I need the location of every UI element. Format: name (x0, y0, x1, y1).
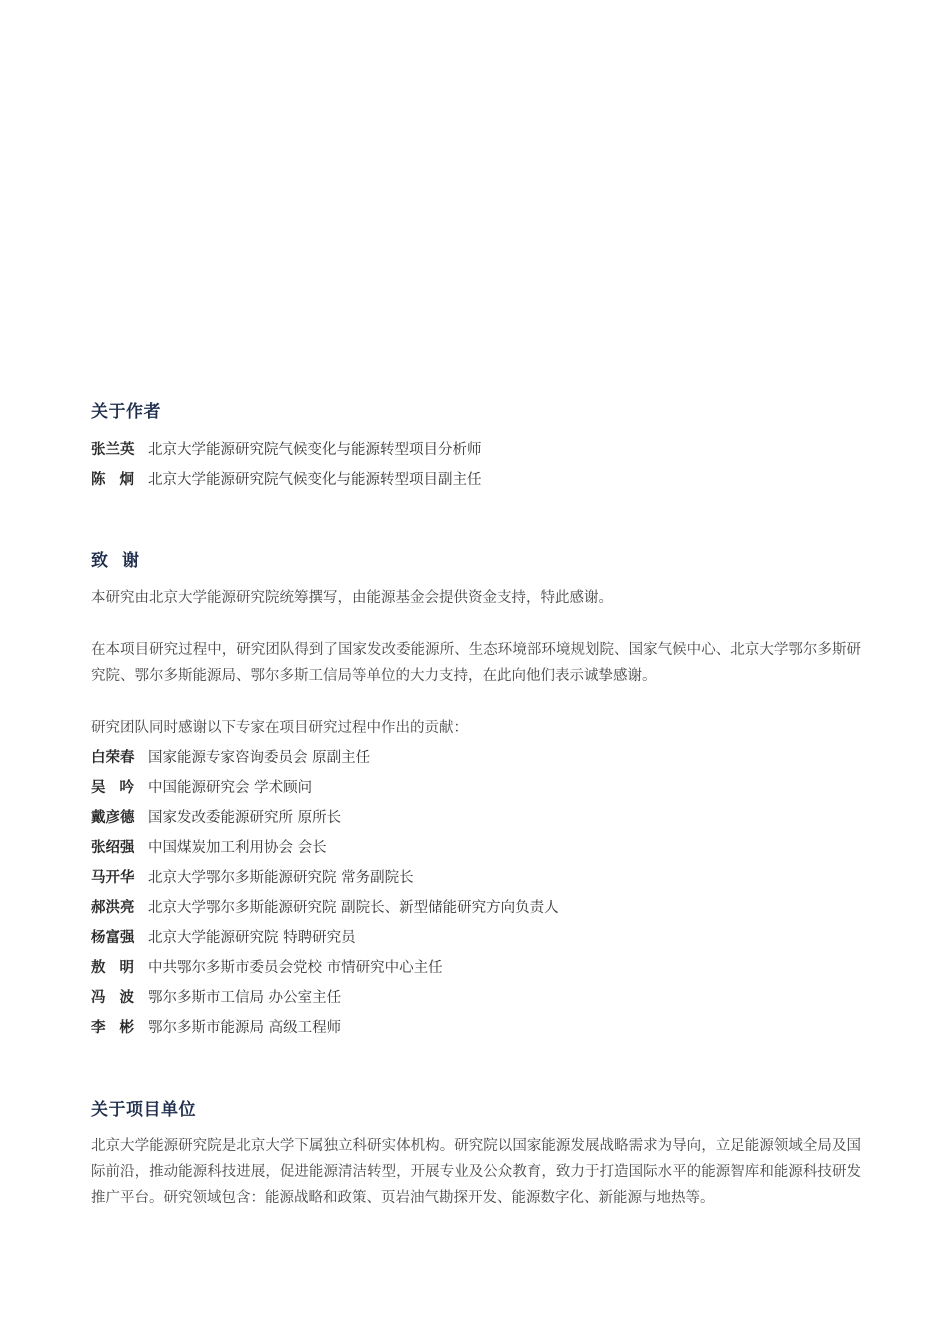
expert-title: 中国煤炭加工利用协会 会长 (148, 840, 327, 856)
expert-name: 杨富强 (91, 930, 135, 946)
expert-row (91, 1018, 341, 1038)
expert-title: 鄂尔多斯市能源局 高级工程师 (148, 1020, 342, 1036)
acknowledgements-heading: 致谢 (91, 551, 153, 571)
expert-row (91, 808, 341, 828)
expert-row (91, 898, 559, 918)
acknowledgements-paragraph-2: 在本项目研究过程中，研究团队得到了国家发改委能源所、生态环境部环境规划院、国家气候中心、北京大学鄂尔多斯研究院、鄂尔多斯能源局、鄂尔多斯工信局等单位的大力支持，在此向他们表示诚挚感谢。 (91, 642, 861, 684)
experts-intro: 研究团队同时感谢以下专家在项目研究过程中作出的贡献： (91, 720, 468, 736)
expert-row (91, 748, 370, 768)
expert-name: 张绍强 (91, 840, 135, 856)
about-authors-heading: 关于作者 (91, 402, 161, 422)
author-name: 张兰英 (91, 442, 135, 458)
expert-title: 鄂尔多斯市工信局 办公室主任 (148, 990, 342, 1006)
expert-name: 敖明 (91, 960, 148, 976)
expert-title: 北京大学鄂尔多斯能源研究院 常务副院长 (148, 870, 414, 886)
about-unit-heading: 关于项目单位 (91, 1100, 196, 1120)
author-title: 北京大学能源研究院气候变化与能源转型项目副主任 (148, 472, 482, 488)
expert-row (91, 778, 312, 798)
author-title: 北京大学能源研究院气候变化与能源转型项目分析师 (148, 442, 482, 458)
author-name: 陈炯 (91, 472, 148, 488)
expert-name: 郝洪亮 (91, 900, 135, 916)
expert-title: 北京大学鄂尔多斯能源研究院 副院长、新型储能研究方向负责人 (148, 900, 559, 916)
expert-title: 北京大学能源研究院 特聘研究员 (148, 930, 356, 946)
about-unit-paragraph: 北京大学能源研究院是北京大学下属独立科研实体机构。研究院以国家能源发展战略需求为导向，立足能源领域全局及国际前沿，推动能源科技进展，促进能源清洁转型，开展专业及公众教育，致力于打造国际水平的能源智库和能源科技研发推广平台。研究领域包含：能源战略和政策、页岩油气勘探开发、能源数字化、新能源与地热等。 (91, 1138, 861, 1206)
expert-row (91, 988, 341, 1008)
expert-title: 国家发改委能源研究所 原所长 (148, 810, 342, 826)
expert-row (91, 928, 356, 948)
expert-row (91, 838, 327, 858)
acknowledgements-paragraph-1: 本研究由北京大学能源研究院统筹撰写，由能源基金会提供资金支持，特此感谢。 (91, 590, 613, 606)
expert-name: 李彬 (91, 1020, 148, 1036)
expert-name: 吴吟 (91, 780, 148, 796)
author-row (91, 470, 482, 490)
expert-title: 国家能源专家咨询委员会 原副主任 (148, 750, 371, 766)
expert-name: 冯波 (91, 990, 148, 1006)
expert-title: 中共鄂尔多斯市委员会党校 市情研究中心主任 (148, 960, 443, 976)
expert-name: 马开华 (91, 870, 135, 886)
expert-title: 中国能源研究会 学术顾问 (148, 780, 313, 796)
expert-name: 戴彦德 (91, 810, 135, 826)
expert-row (91, 958, 443, 978)
author-row (91, 440, 482, 460)
expert-name: 白荣春 (91, 750, 135, 766)
expert-row (91, 868, 414, 888)
